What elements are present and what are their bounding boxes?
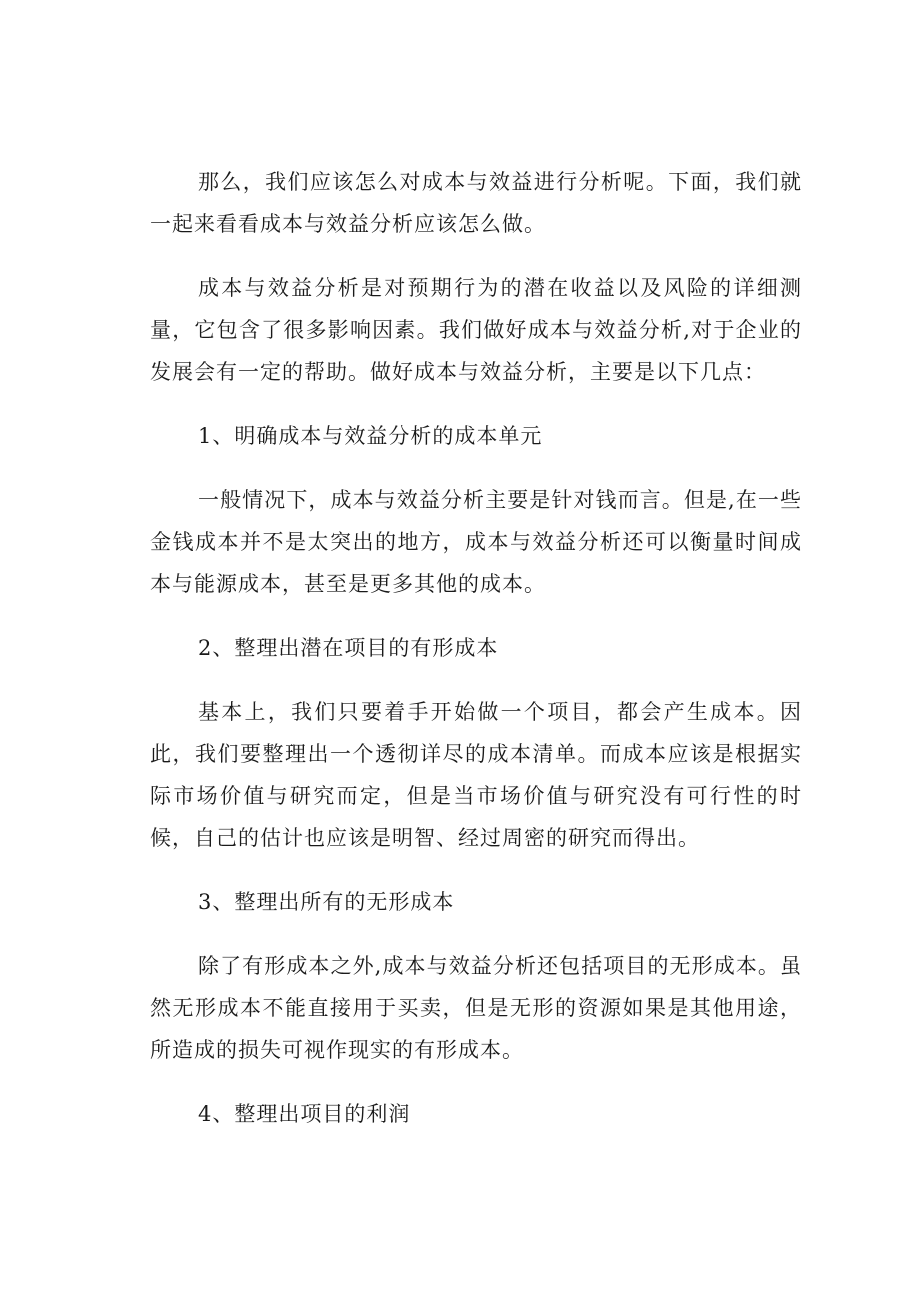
heading-2: 2、整理出潜在项目的有形成本 [198,636,499,660]
section-3-paragraph: 除了有形成本之外,成本与效益分析还包括项目的无形成本。虽然无形成本不能直接用于买卖，但是无形的资源如果是其他用途，所造成的损失可视作现实的有形成本。 [150,954,802,1062]
section-1-paragraph: 一般情况下，成本与效益分析主要是针对钱而言。但是,在一些金钱成本并不是太突出的地方，成本与效益分析还可以衡量时间成本与能源成本，甚至是更多其他的成本。 [150,488,802,596]
intro-paragraph: 那么，我们应该怎么对成本与效益进行分析呢。下面，我们就一起来看看成本与效益分析应该怎么做。 [150,170,802,236]
section-2-paragraph: 基本上，我们只要着手开始做一个项目，都会产生成本。因此，我们要整理出一个透彻详尽的成本清单。而成本应该是根据实际市场价值与研究而定，但是当市场价值与研究没有可行性的时候，自己的估计也应该是明智、经过周密的研究而得出。 [150,700,802,850]
heading-1: 1、明确成本与效益分析的成本单元 [198,424,543,448]
definition-paragraph: 成本与效益分析是对预期行为的潜在收益以及风险的详细测量，它包含了很多影响因素。我们做好成本与效益分析,对于企业的发展会有一定的帮助。做好成本与效益分析，主要是以下几点： [150,276,802,384]
heading-3: 3、整理出所有的无形成本 [198,890,455,914]
document-body [150,161,802,1135]
heading-4: 4、整理出项目的利润 [198,1102,411,1126]
